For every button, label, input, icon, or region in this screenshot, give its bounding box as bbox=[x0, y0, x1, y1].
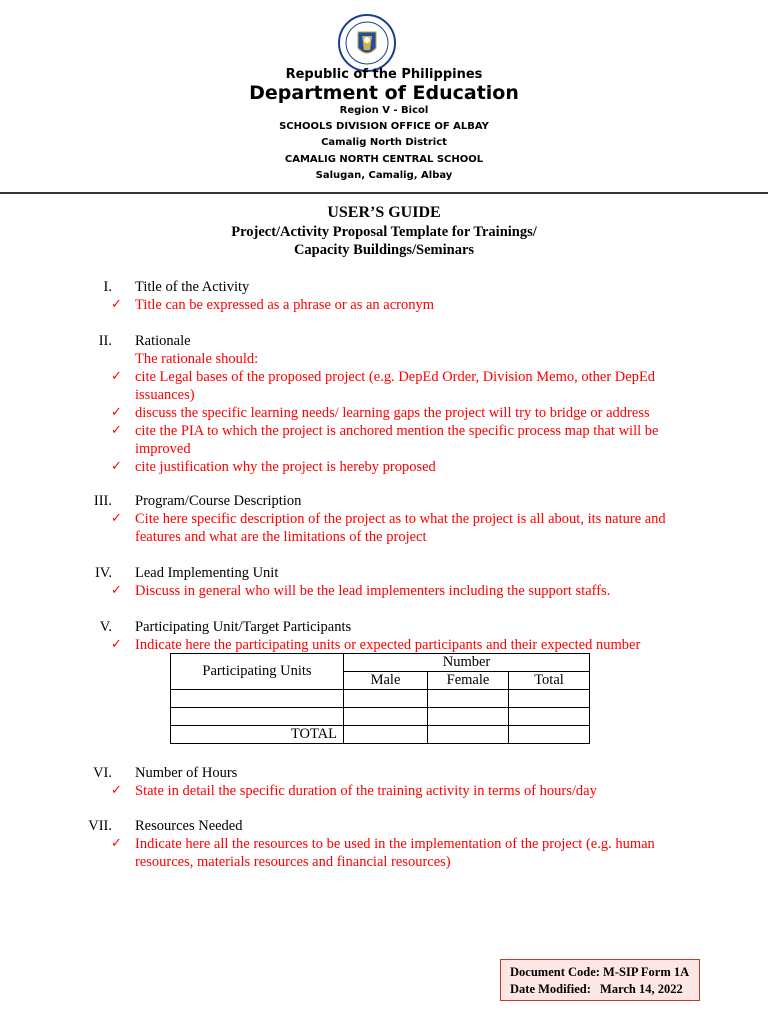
section-number: V. bbox=[99, 619, 112, 635]
table-row bbox=[171, 690, 590, 708]
section-heading: Participating Unit/Target Participants bbox=[135, 619, 352, 635]
section-heading: Number of Hours bbox=[135, 765, 238, 781]
rationale-intro: The rationale should: bbox=[135, 351, 259, 367]
division-line: SCHOOLS DIVISION OFFICE OF ALBAY bbox=[279, 121, 489, 132]
school-line: CAMALIG NORTH CENTRAL SCHOOL bbox=[284, 154, 484, 165]
instruction-item: Title can be expressed as a phrase or as an acronym bbox=[135, 297, 435, 313]
check-icon: ✓ bbox=[111, 836, 122, 851]
col-header-total: Total bbox=[509, 672, 590, 690]
table-row bbox=[171, 708, 590, 726]
instruction-item: Discuss in general who will be the lead implementers including the support staffs. bbox=[135, 583, 611, 599]
section-number: II. bbox=[98, 333, 112, 349]
address-line: Salugan, Camalig, Albay bbox=[315, 170, 453, 181]
document-code-value: M-SIP Form 1A bbox=[603, 965, 690, 979]
date-modified-label: Date Modified: bbox=[510, 982, 591, 996]
section-heading: Resources Needed bbox=[135, 818, 243, 834]
section-number: III. bbox=[93, 493, 112, 509]
region-line: Region V - Bicol bbox=[339, 105, 429, 116]
section-number: VI. bbox=[93, 765, 112, 781]
instruction-item: Cite here specific description of the project as to what the project is all about, its nature and features and what are the limitations of the project bbox=[135, 511, 666, 545]
section-heading: Lead Implementing Unit bbox=[135, 565, 279, 581]
department-name: Department of Education bbox=[249, 82, 519, 104]
instruction-item: cite justification why the project is hereby proposed bbox=[135, 459, 436, 475]
check-icon: ✓ bbox=[111, 405, 122, 420]
col-header-units: Participating Units bbox=[171, 654, 344, 690]
instruction-item: discuss the specific learning needs/ learning gaps the project will try to bridge or address bbox=[135, 405, 650, 421]
participants-table bbox=[170, 653, 590, 744]
document-code-box bbox=[500, 959, 700, 1001]
document-code-label: Document Code: bbox=[510, 965, 600, 979]
col-header-male: Male bbox=[344, 672, 428, 690]
instruction-item: Indicate here the participating units or expected participants and their expected number bbox=[135, 637, 641, 653]
section-number: IV. bbox=[94, 565, 112, 581]
section-number: VII. bbox=[88, 818, 112, 834]
district-line: Camalig North District bbox=[321, 137, 447, 148]
col-header-number: Number bbox=[344, 654, 590, 672]
section-number: I. bbox=[103, 279, 112, 295]
page-title: USER’S GUIDE bbox=[327, 204, 441, 221]
page-subtitle-2: Capacity Buildings/Seminars bbox=[293, 242, 475, 258]
instruction-item: cite Legal bases of the proposed project (e.g. DepEd Order, Division Memo, other DepEd issuances) bbox=[135, 369, 656, 403]
date-modified-value: March 14, 2022 bbox=[600, 982, 683, 996]
check-icon: ✓ bbox=[111, 783, 122, 798]
instruction-item: Indicate here all the resources to be used in the implementation of the project (e.g. human resources, materials resources and financial resources) bbox=[135, 836, 655, 870]
check-icon: ✓ bbox=[111, 511, 122, 526]
section-heading: Program/Course Description bbox=[135, 493, 302, 509]
instruction-item: cite the PIA to which the project is anchored mention the specific process map that will be improved bbox=[135, 423, 659, 457]
table-total-row bbox=[171, 726, 590, 744]
section-heading: Title of the Activity bbox=[135, 279, 250, 295]
col-header-female: Female bbox=[428, 672, 509, 690]
header-divider bbox=[0, 192, 768, 194]
total-label: TOTAL bbox=[171, 726, 344, 744]
check-icon: ✓ bbox=[111, 297, 122, 312]
deped-seal-icon bbox=[338, 14, 396, 72]
check-icon: ✓ bbox=[111, 637, 122, 652]
check-icon: ✓ bbox=[111, 423, 122, 438]
instruction-item: State in detail the specific duration of the training activity in terms of hours/day bbox=[135, 783, 597, 799]
section-heading: Rationale bbox=[135, 333, 191, 349]
check-icon: ✓ bbox=[111, 369, 122, 384]
check-icon: ✓ bbox=[111, 459, 122, 474]
republic-line: Republic of the Philippines bbox=[285, 67, 483, 82]
page-subtitle-1: Project/Activity Proposal Template for Trainings/ bbox=[231, 224, 537, 240]
check-icon: ✓ bbox=[111, 583, 122, 598]
